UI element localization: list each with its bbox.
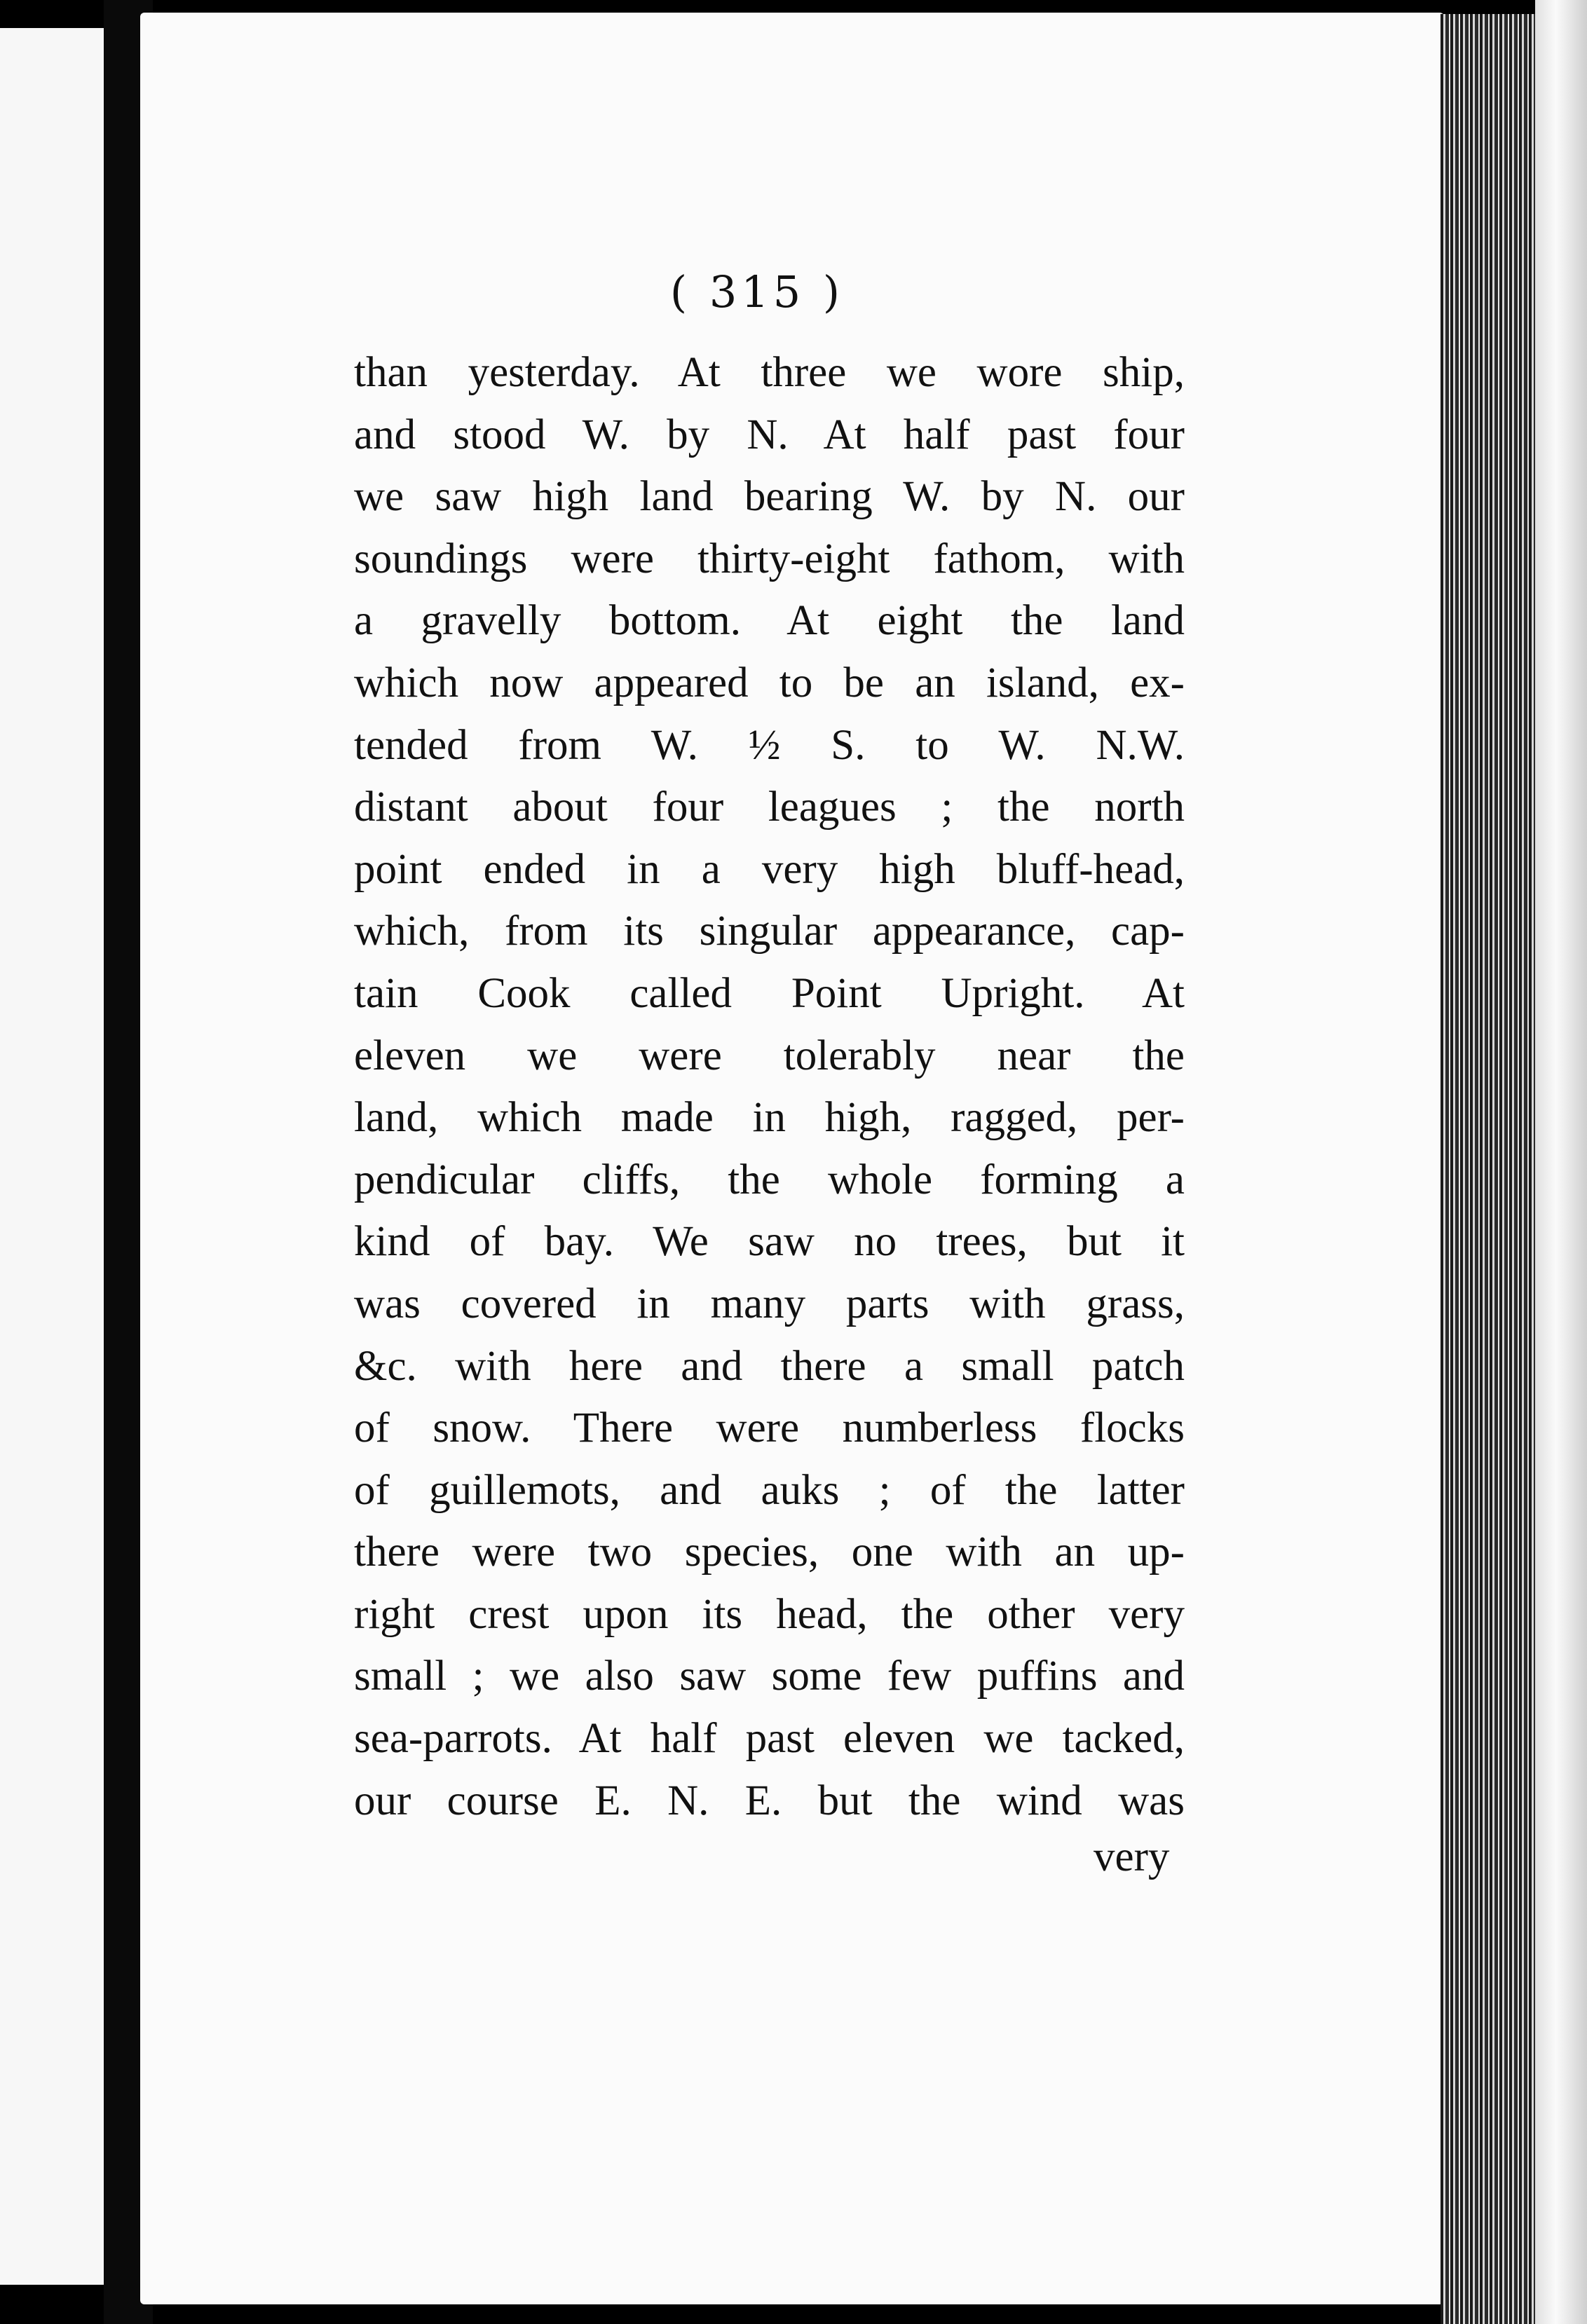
- text-line: distant about four leagues ; the north: [354, 784, 1185, 831]
- text-line: soundings were thirty-eight fathom, with: [354, 535, 1185, 582]
- text-line: our course E. N. E. but the wind was: [354, 1777, 1185, 1824]
- book-cover-edge: [1535, 0, 1587, 2324]
- text-line: tended from W. ½ S. to W. N.W.: [354, 721, 1185, 769]
- text-line: tain Cook called Point Upright. At: [354, 969, 1185, 1017]
- text-line: a gravelly bottom. At eight the land: [354, 597, 1185, 645]
- text-line: point ended in a very high bluff-head,: [354, 845, 1185, 893]
- text-line: &c. with here and there a small patch: [354, 1342, 1185, 1390]
- text-line: than yesterday. At three we wore ship,: [354, 349, 1185, 396]
- text-line: right crest upon its head, the other very: [354, 1590, 1185, 1638]
- text-line: land, which made in high, ragged, per-: [354, 1094, 1185, 1142]
- text-line: sea-parrots. At half past eleven we tacked,: [354, 1715, 1185, 1763]
- text-line: there were two species, one with an up-: [354, 1529, 1185, 1576]
- text-line: small ; we also saw some few puffins and: [354, 1653, 1185, 1700]
- text-line: pendicular cliffs, the whole forming a: [354, 1156, 1185, 1203]
- catchword: very: [1094, 1833, 1170, 1880]
- text-line: was covered in many parts with grass,: [354, 1280, 1185, 1327]
- text-line: which now appeared to be an island, ex-: [354, 659, 1185, 706]
- page-number: ( 315 ): [669, 266, 845, 317]
- text-line: of guillemots, and auks ; of the latter: [354, 1466, 1185, 1514]
- body-text: [354, 342, 1185, 1832]
- text-line: and stood W. by N. At half past four: [354, 411, 1185, 458]
- text-line: kind of bay. We saw no trees, but it: [354, 1218, 1185, 1266]
- facing-page-edge: [0, 28, 108, 2285]
- text-line: of snow. There were numberless flocks: [354, 1404, 1185, 1452]
- text-line: we saw high land bearing W. by N. our: [354, 473, 1185, 521]
- text-line: which, from its singular appearance, cap-: [354, 908, 1185, 955]
- text-line: eleven we were tolerably near the: [354, 1032, 1185, 1079]
